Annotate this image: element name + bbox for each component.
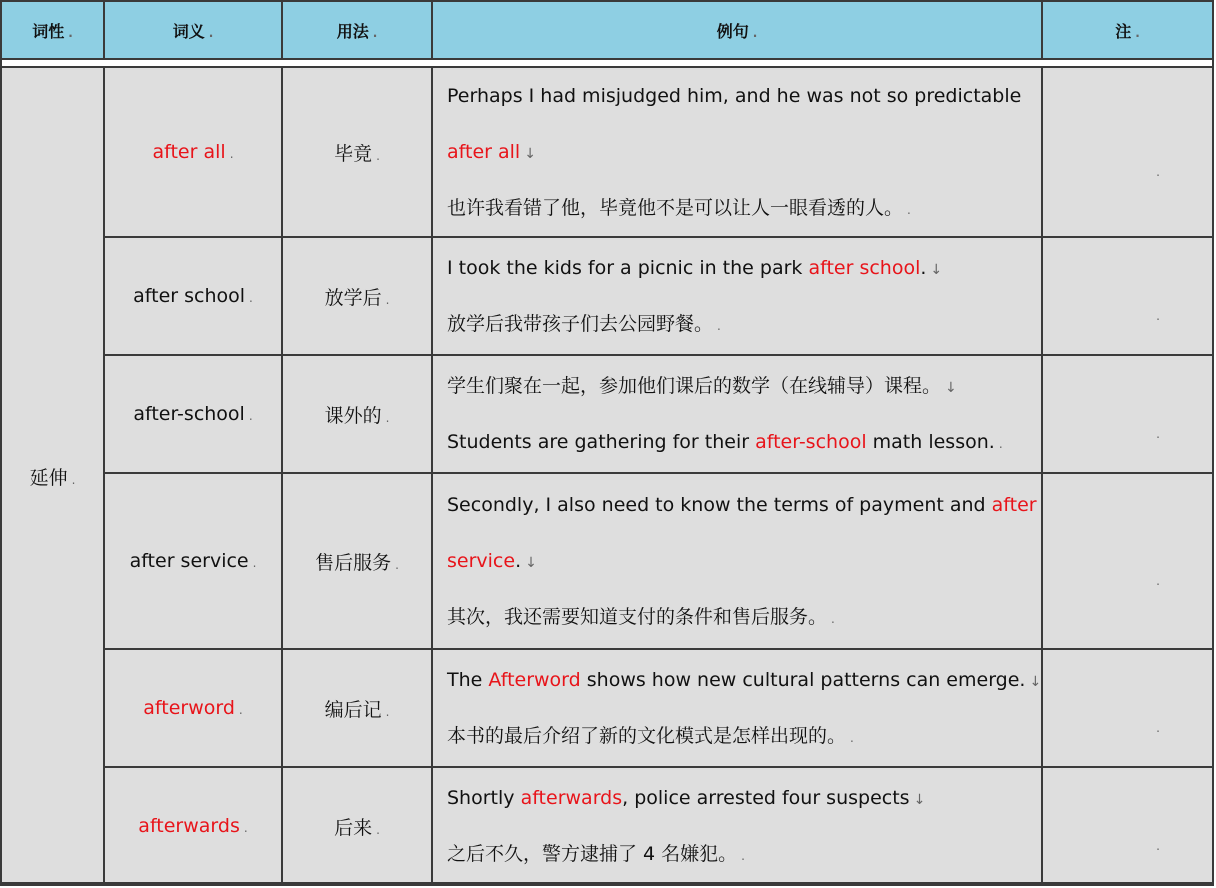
- meaning-text: after all: [152, 141, 226, 163]
- note-cell: .: [1042, 473, 1213, 649]
- usage-cell: 售后服务 .: [282, 473, 432, 649]
- note-cell: .: [1042, 649, 1213, 767]
- note-cell: .: [1042, 67, 1213, 237]
- example-cell: [432, 237, 1042, 355]
- meaning-cell: after school .: [104, 237, 282, 355]
- example-en-line: I took the kids for a picnic in the park after school. ↓: [447, 257, 943, 279]
- meaning-text: after school: [133, 285, 246, 307]
- table-row: [1, 67, 1213, 237]
- example-zh-line: 放学后我带孩子们去公园野餐。 .: [447, 313, 721, 335]
- table-row: [1, 473, 1213, 649]
- example-en-line: Students are gathering for their after-school math lesson. .: [447, 431, 1003, 453]
- example-en-line: The Afterword shows how new cultural patterns can emerge. ↓: [447, 669, 1042, 691]
- meaning-cell: after all .: [104, 67, 282, 237]
- example-en-line: Secondly, I also need to know the terms of payment and after: [447, 494, 1037, 516]
- note-cell: .: [1042, 237, 1213, 355]
- header-usage: 用法 .: [282, 1, 432, 59]
- spacer-row: [1, 59, 1213, 67]
- note-cell: .: [1042, 767, 1213, 885]
- meaning-text: afterword: [143, 697, 235, 719]
- table-bottom-rule: [0, 882, 1212, 884]
- table-row: [1, 355, 1213, 473]
- meaning-cell: afterword .: [104, 649, 282, 767]
- pos-label: 延伸: [29, 466, 68, 489]
- example-cell: [432, 767, 1042, 885]
- example-zh-line: 之后不久，警方逮捕了 4 名嫌犯。 .: [447, 843, 745, 865]
- example-cell: [432, 355, 1042, 473]
- example-en-line: Shortly afterwards, police arrested four suspects ↓: [447, 787, 926, 809]
- usage-text: 毕竟: [334, 142, 373, 165]
- usage-text: 课外的: [324, 404, 382, 427]
- meaning-text: after service: [129, 550, 249, 572]
- table-row: [1, 237, 1213, 355]
- usage-text: 编后记: [324, 698, 382, 721]
- example-en-line: after all ↓: [447, 141, 536, 163]
- example-cell: [432, 473, 1042, 649]
- usage-cell: 放学后 .: [282, 237, 432, 355]
- meaning-cell: after-school .: [104, 355, 282, 473]
- usage-cell: 编后记 .: [282, 649, 432, 767]
- usage-cell: 课外的 .: [282, 355, 432, 473]
- meaning-cell: after service .: [104, 473, 282, 649]
- example-zh-line: 本书的最后介绍了新的文化模式是怎样出现的。 .: [447, 725, 854, 747]
- table-row: [1, 649, 1213, 767]
- usage-text: 后来: [334, 816, 373, 839]
- example-zh-line: 也许我看错了他，毕竟他不是可以让人一眼看透的人。 .: [447, 197, 911, 219]
- meaning-cell: afterwards .: [104, 767, 282, 885]
- header-meaning: 词义 .: [104, 1, 282, 59]
- meaning-text: afterwards: [138, 815, 240, 837]
- example-zh-line: 其次，我还需要知道支付的条件和售后服务。 .: [447, 606, 835, 628]
- header-note: 注 .: [1042, 1, 1213, 59]
- note-cell: .: [1042, 355, 1213, 473]
- header-example: 例句 .: [432, 1, 1042, 59]
- table-row: [1, 767, 1213, 885]
- pos-cell: 延伸 .: [1, 67, 104, 885]
- example-en-line: Perhaps I had misjudged him, and he was not so predictable: [447, 85, 1022, 107]
- usage-text: 放学后: [324, 286, 382, 309]
- header-pos: 词性 .: [1, 1, 104, 59]
- meaning-text: after-school: [133, 403, 245, 425]
- example-cell: [432, 67, 1042, 237]
- example-en-line: service. ↓: [447, 550, 537, 572]
- usage-text: 售后服务: [315, 551, 392, 574]
- usage-cell: 后来 .: [282, 767, 432, 885]
- example-cell: [432, 649, 1042, 767]
- example-zh-line: 学生们聚在一起，参加他们课后的数学（在线辅导）课程。 ↓: [447, 375, 957, 397]
- usage-cell: 毕竟 .: [282, 67, 432, 237]
- header-row: [1, 1, 1213, 59]
